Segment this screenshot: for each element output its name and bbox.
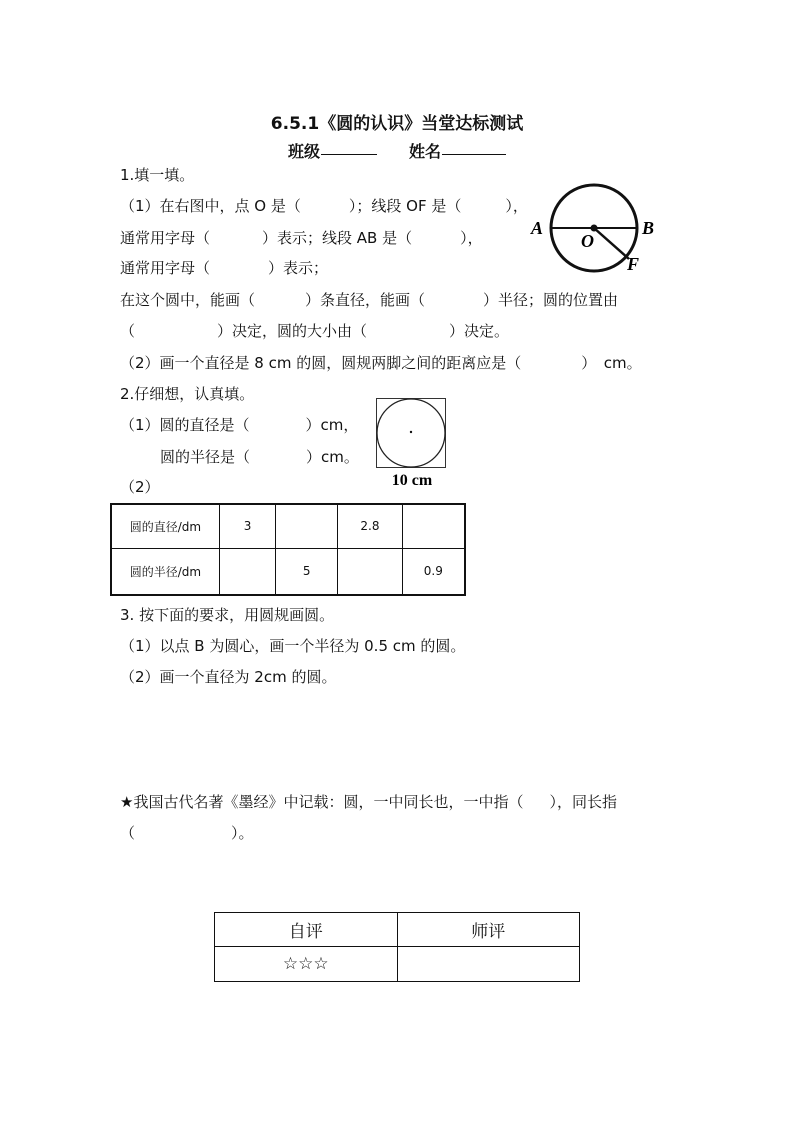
- class-label: 班级: [288, 142, 321, 161]
- self-eval-header: 自评: [215, 913, 398, 947]
- label-o: O: [581, 231, 594, 251]
- label-f: F: [627, 254, 640, 274]
- row-header: 圆的半径/dm: [111, 548, 219, 595]
- self-rating-stars[interactable]: ☆☆☆: [215, 947, 398, 982]
- table-cell[interactable]: [219, 548, 275, 595]
- class-blank[interactable]: [321, 154, 377, 155]
- q2-line3: （2）: [120, 478, 160, 496]
- answer-blank[interactable]: [367, 322, 449, 336]
- name-label: 姓名: [409, 142, 442, 161]
- q2-line2: 圆的半径是（ ）cm。: [160, 448, 359, 466]
- table-row: [111, 504, 465, 548]
- q3-line1: （1）以点 B 为圆心，画一个半径为 0.5 cm 的圆。: [120, 637, 466, 655]
- answer-blank[interactable]: [255, 291, 305, 305]
- star-line1: ★我国古代名著《墨经》中记载：圆，一中同长也，一中指（ ），同长指: [120, 793, 617, 811]
- answer-blank[interactable]: [521, 354, 581, 368]
- label-b: B: [642, 218, 655, 238]
- q2-line1: （1）圆的直径是（ ）cm，: [120, 416, 359, 434]
- answer-blank[interactable]: [210, 229, 262, 243]
- square-circle-figure: [372, 394, 452, 490]
- answer-blank[interactable]: [412, 229, 460, 243]
- side-length-label: 10 cm: [391, 472, 433, 489]
- table-cell[interactable]: 3: [219, 504, 275, 548]
- answer-blank[interactable]: [425, 291, 483, 305]
- q1-line4: 在这个圆中，能画（ ）条直径，能画（ ）半径；圆的位置由: [120, 291, 619, 309]
- table-cell[interactable]: [276, 504, 338, 548]
- q1-line3: 通常用字母（ ）表示；: [120, 259, 329, 277]
- answer-blank[interactable]: [135, 322, 217, 336]
- name-blank[interactable]: [442, 154, 506, 155]
- table-cell[interactable]: [338, 548, 402, 595]
- q1-heading: 1.填一填。: [120, 166, 195, 184]
- answer-blank[interactable]: [250, 416, 306, 430]
- table-cell[interactable]: 2.8: [338, 504, 402, 548]
- table-row: [215, 947, 580, 982]
- q2-heading: 2.仔细想，认真填。: [120, 385, 255, 403]
- answer-blank[interactable]: [301, 197, 349, 211]
- table-row: [111, 548, 465, 595]
- q3-line2: （2）画一个直径为 2cm 的圆。: [120, 668, 337, 686]
- page-title: 6.5.1《圆的认识》当堂达标测试: [270, 114, 524, 134]
- table-row: [215, 913, 580, 947]
- circle-figure: [528, 180, 664, 280]
- table-cell[interactable]: 0.9: [402, 548, 465, 595]
- q1-line1: （1）在右图中，点 O 是（ ）；线段 OF 是（ ），: [120, 197, 528, 215]
- star-line2: （ ）。: [120, 824, 254, 842]
- center-dot: [410, 431, 412, 433]
- answer-blank[interactable]: [461, 197, 505, 211]
- answer-blank[interactable]: [523, 793, 549, 807]
- table-cell[interactable]: [402, 504, 465, 548]
- teacher-eval-header: 师评: [397, 913, 579, 947]
- row-header: 圆的直径/dm: [111, 504, 219, 548]
- evaluation-table: [214, 912, 580, 982]
- teacher-rating-cell[interactable]: [397, 947, 579, 982]
- answer-blank[interactable]: [135, 824, 231, 838]
- answer-blank[interactable]: [210, 259, 268, 273]
- diameter-radius-table: [110, 503, 466, 596]
- q3-heading: 3. 按下面的要求，用圆规画圆。: [120, 606, 335, 624]
- answer-blank[interactable]: [250, 448, 306, 462]
- table-cell[interactable]: 5: [276, 548, 338, 595]
- q1-line2: 通常用字母（ ）表示；线段 AB 是（ ），: [120, 229, 483, 247]
- radius-of: [594, 228, 629, 259]
- q1-line5: （ ）决定，圆的大小由（ ）决定。: [120, 322, 510, 340]
- q1-line6: （2）画一个直径是 8 cm 的圆，圆规两脚之间的距离应是（ ） cm。: [120, 354, 642, 372]
- label-a: A: [531, 218, 544, 238]
